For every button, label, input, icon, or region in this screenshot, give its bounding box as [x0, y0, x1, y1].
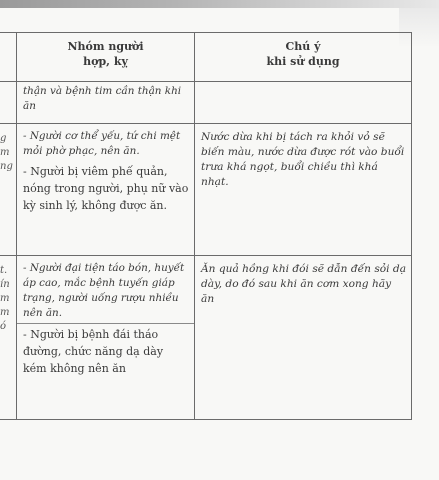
note-cell [195, 124, 412, 256]
header-suitable-subtitle: hợp, kỵ [83, 55, 128, 68]
cut-cell [0, 256, 17, 420]
header-cut-cell [0, 33, 17, 82]
scan-top-edge [0, 0, 439, 8]
table-row [0, 124, 412, 256]
group-paragraph: - Người bị bệnh đái tháo đường, chức năng dạ dày kém không nên ăn [17, 323, 194, 379]
cut-text-fragment: ng [0, 161, 13, 172]
note-cell [195, 82, 412, 124]
usage-note [195, 82, 411, 90]
header-suitable-group [17, 33, 195, 82]
cut-text-fragment: m [0, 293, 10, 304]
group-paragraph: - Người bị viêm phế quản, nóng trong người, phụ nữ vào kỳ sinh lý, không được ăn. [23, 165, 189, 212]
cut-text-fragment: m [0, 307, 10, 318]
group-cell [17, 124, 195, 256]
usage-note: Ăn quả hồng khi đói sẽ dẫn đến sỏi dạ dày, do đó sau khi ăn cơm xong hãy ăn [201, 263, 407, 305]
cut-text-fragment: g [0, 133, 7, 144]
header-suitable-title: Nhóm người [67, 40, 144, 53]
group-paragraph: thận và bệnh tim cần thận khi ăn [23, 85, 182, 112]
cut-text-fragment: ín [0, 279, 10, 290]
header-usage-notes [195, 33, 412, 82]
table-header-row [0, 33, 412, 82]
cut-cell [0, 124, 17, 256]
group-cell [17, 82, 195, 124]
cut-cell [0, 82, 17, 124]
group-paragraph: - Người đại tiện táo bón, huyết áp cao, mắc bệnh tuyến giáp trạng, người uống rượu nhiều nên ăn. [23, 262, 185, 319]
food-guide-table [0, 32, 412, 420]
cut-text-fragment: ó [0, 321, 7, 332]
usage-note: Nước dừa khi bị tách ra khỏi vỏ sẽ biến màu, nước dừa được rót vào buổi trưa khá ngọt, buổi chiều thì khá nhạt. [201, 131, 405, 188]
header-notes-title: Chú ý [285, 40, 321, 53]
group-cell [17, 256, 195, 420]
cut-text-fragment: t. [0, 265, 8, 276]
cut-text-fragment: m [0, 147, 10, 158]
table-row [0, 82, 412, 124]
table-row [0, 256, 412, 420]
note-cell [195, 256, 412, 420]
header-notes-subtitle: khi sử dụng [266, 55, 340, 68]
group-paragraph: - Người cơ thể yếu, tứ chi mệt mỏi phờ phạc, nên ăn. [23, 130, 181, 157]
